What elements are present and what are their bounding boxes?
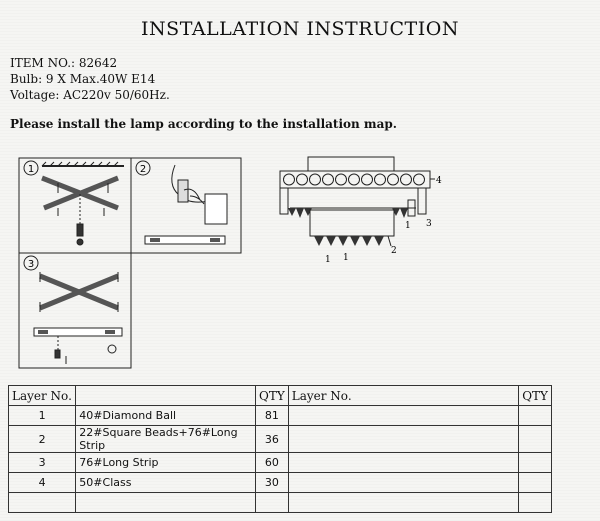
row-empty [519, 493, 552, 513]
row-part: 50#Class [76, 473, 256, 493]
table-row [9, 426, 552, 453]
spec-block [10, 55, 170, 103]
step-3-bracket-drawing [34, 272, 122, 364]
row-qty: 60 [255, 453, 288, 473]
item-number: ITEM NO.: 82642 [10, 56, 118, 70]
row-empty [288, 473, 518, 493]
row-empty [519, 426, 552, 453]
row-layer: 3 [9, 453, 76, 473]
mounting-steps-diagram [0, 150, 265, 372]
layer-parts-table [8, 385, 552, 513]
callout-4: 4 [436, 176, 442, 186]
header-qty-2: QTY [519, 386, 552, 406]
callout-1c: 1 [343, 253, 349, 263]
callout-3: 3 [426, 219, 432, 229]
step-2-number: 2 [139, 164, 147, 175]
lower-crystals [314, 236, 384, 246]
row-empty [519, 473, 552, 493]
row-layer: 2 [9, 426, 76, 453]
table-row [9, 493, 552, 513]
step-2-wiring-drawing [145, 165, 227, 244]
callout-2: 2 [391, 246, 397, 256]
lamp-layer-diagram [270, 150, 450, 270]
row-layer: 1 [9, 406, 76, 426]
square-bead-frame [310, 210, 394, 236]
row-part: 76#Long Strip [76, 453, 256, 473]
row-qty: 81 [255, 406, 288, 426]
install-instruction: Please install the lamp according to the installation map. [10, 117, 397, 131]
callout-1b: 1 [325, 255, 331, 265]
row-empty [288, 406, 518, 426]
table-header-row [9, 386, 552, 406]
voltage-spec: Voltage: AC220v 50/60Hz. [10, 88, 170, 102]
row-empty [288, 426, 518, 453]
header-name [76, 386, 256, 406]
page-title: INSTALLATION INSTRUCTION [141, 18, 459, 40]
bulb-spec: Bulb: 9 X Max.40W E14 [10, 72, 156, 86]
callout-1a: 1 [405, 221, 411, 231]
step-3-number: 3 [27, 259, 35, 270]
table-row [9, 406, 552, 426]
row-qty: 30 [255, 473, 288, 493]
row-empty [255, 493, 288, 513]
table-row [9, 473, 552, 493]
row-qty: 36 [255, 426, 288, 453]
row-empty [9, 493, 76, 513]
row-part: 22#Square Beads+76#Long Strip [76, 426, 256, 453]
header-layer: Layer No. [9, 386, 76, 406]
row-part: 40#Diamond Ball [76, 406, 256, 426]
header-qty: QTY [255, 386, 288, 406]
step-3-panel [19, 253, 131, 368]
header-layer-2: Layer No. [288, 386, 518, 406]
row-layer: 4 [9, 473, 76, 493]
row-empty [288, 493, 518, 513]
step-1-bracket-drawing [42, 162, 124, 245]
step-1-number: 1 [27, 164, 35, 175]
row-empty [519, 406, 552, 426]
row-empty [519, 453, 552, 473]
table-row [9, 453, 552, 473]
row-empty [288, 453, 518, 473]
row-empty [76, 493, 256, 513]
canopy [308, 157, 394, 171]
diamond-balls [284, 174, 425, 185]
